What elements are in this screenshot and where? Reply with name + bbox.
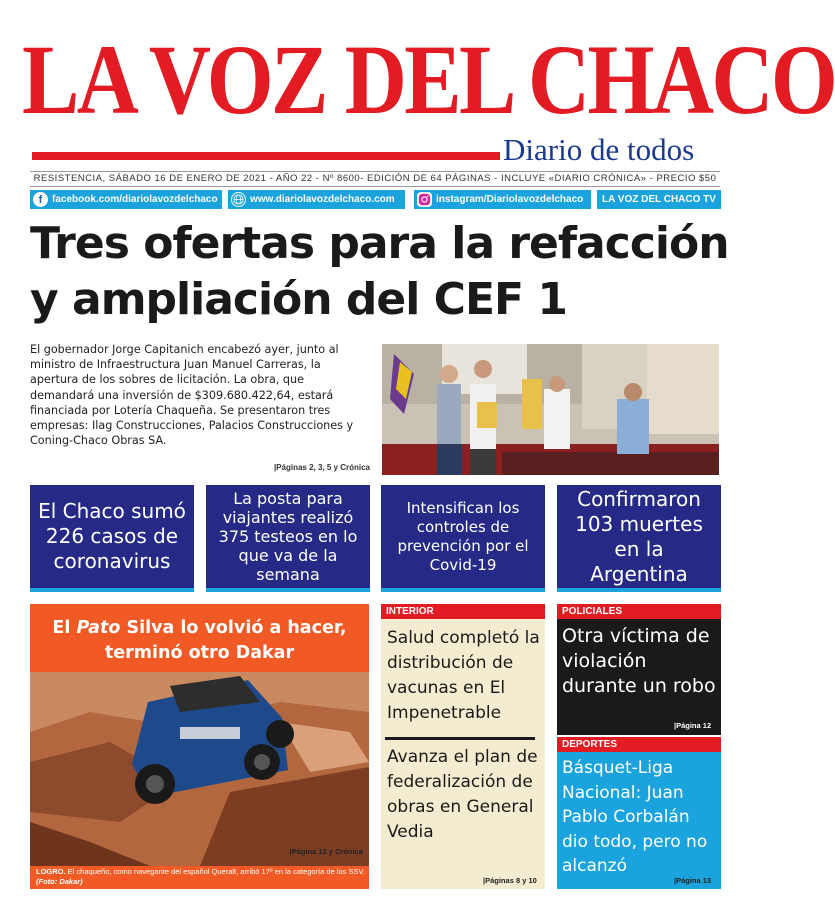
policiales-story[interactable]: Otra víctima de violación durante un robo [562, 625, 716, 697]
website-label: www.diariolavozdelchaco.com [250, 194, 395, 205]
instagram-link[interactable] [414, 190, 591, 209]
lead-page-ref: |Páginas 2, 3, 5 y Crónica [273, 463, 370, 472]
tv-label: LA VOZ DEL CHACO TV [602, 194, 716, 205]
deportes-page-ref: |Página 13 [674, 876, 712, 885]
interior-story-salud[interactable]: Salud completó la distribución de vacunas en El Impenetrable [387, 628, 540, 723]
dakar-page-ref: |Página 13 y Crónica [289, 847, 363, 856]
interior-story-avanza[interactable]: Avanza el plan de federalización de obras en General Vedia [387, 747, 538, 842]
policiales-section-label: POLICIALES [557, 604, 721, 619]
dakar-story[interactable] [30, 604, 369, 889]
brief-text: El Chaco sumó 226 casos de coronavirus [38, 499, 186, 573]
dakar-headline: El Pato Silva lo volvió a hacer, terminó otro Dakar [52, 618, 347, 663]
dakar-caption: LOGRO. El chaqueño, como navegante del español Queralt, arribó 17º en la categoría de los SSV. (Foto: Dakar) [36, 867, 365, 886]
deportes-story[interactable]: Básquet-Liga Nacional: Juan Pablo Corbalán dio todo, pero no alcanzó [562, 758, 708, 876]
masthead-title: LA VOZ DEL CHACO [22, 24, 835, 135]
brief-text: Confirmaron 103 muertes en la Argentina [575, 486, 703, 586]
masthead-rule [32, 152, 500, 160]
brief-testeos[interactable] [206, 485, 370, 592]
website-link[interactable] [228, 190, 405, 209]
globe-icon [231, 192, 246, 207]
interior-section-label: INTERIOR [381, 604, 545, 619]
lead-body: El gobernador Jorge Capitanich encabezó ayer, junto al ministro de Infraestructura Juan Manuel Carreras, la apertura de los sobres de licitación. La obra, que demandará una inversión de $309.680.422,64, estará financiada por Lotería Chaqueña. Se presentaron tres empresas: Ilag Construcciones, Palacios Construcciones y Coning-Chaco Obras SA. [30, 343, 354, 448]
interior-page-ref: |Páginas 8 y 10 [483, 876, 537, 885]
policiales-page-ref: |Página 12 [674, 721, 712, 730]
facebook-link[interactable] [30, 190, 222, 209]
dakar-photo [30, 672, 369, 866]
lead-headline[interactable]: Tres ofertas para la refacción y ampliación del CEF 1 [30, 218, 729, 325]
brief-text: Intensifican los controles de prevención por el Covid-19 [397, 498, 529, 574]
instagram-icon [417, 192, 432, 207]
facebook-label: facebook.com/diariolavozdelchaco [52, 194, 218, 205]
tv-link[interactable] [597, 190, 721, 209]
deportes-section-label: DEPORTES [557, 737, 721, 752]
brief-muertes[interactable] [557, 485, 721, 592]
instagram-label: instagram/Diariolavozdelchaco [436, 194, 584, 205]
facebook-icon: f [33, 192, 48, 207]
interior-divider [385, 737, 535, 740]
brief-text: La posta para viajantes realizó 375 testeos en lo que va de la semana [218, 489, 358, 584]
brief-coronavirus[interactable] [30, 485, 194, 592]
masthead-subtitle: Diario de todos [503, 132, 695, 167]
lead-photo[interactable] [382, 344, 719, 475]
brief-controles[interactable] [381, 485, 545, 592]
edition-line: RESISTENCIA, SÁBADO 16 DE ENERO DE 2021 - AÑO 22 - Nº 8600- EDICIÓN DE 64 PÁGINAS - INCLUYE «DIARIO CRÓNICA» - PRECIO $50 [30, 171, 720, 187]
